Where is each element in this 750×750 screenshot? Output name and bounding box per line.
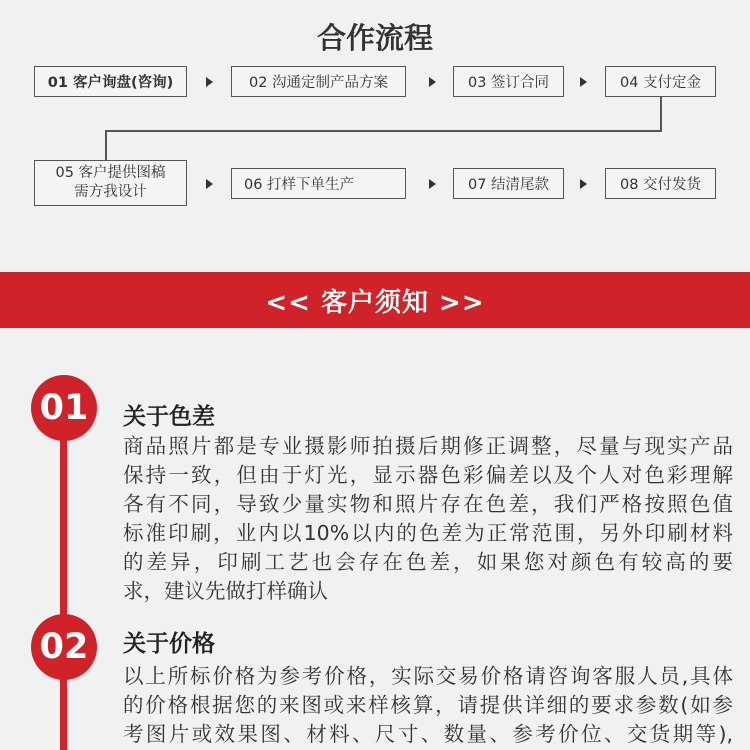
process-title: 合作流程 (316, 21, 433, 55)
notice-line: 以上所标价格为参考价格，实际交易价格请咨询客服人员,具体 (123, 664, 733, 688)
step-08: 08 交付发货 (605, 168, 716, 199)
step-04: 04 支付定金 (605, 66, 716, 97)
notice-line: 的差异，印刷工艺也会存在色差，如果您对颜色有较高的要 (123, 550, 733, 574)
arrow-right-icon (580, 179, 587, 189)
notice-number-badge: 01 (31, 375, 97, 441)
notice-line: 各有不同，导致少量实物和照片存在色差，我们严格按照色值 (123, 492, 733, 516)
arrow-right-icon (206, 179, 213, 189)
notice-number-badge: 02 (31, 614, 97, 680)
arrow-right-icon (580, 77, 587, 87)
connector-line (105, 130, 107, 160)
notice-line: 求，建议先做打样确认 (123, 579, 328, 603)
arrow-right-icon (429, 77, 436, 87)
step-01: 01 客户询盘(咨询) (34, 66, 187, 97)
step-05 (34, 160, 187, 206)
step-07: 07 结清尾款 (453, 168, 564, 199)
customer-notice-banner: << 客户须知 >> (0, 272, 750, 328)
notice-body (123, 662, 733, 749)
step-05-sub: 需方我设计 (74, 184, 147, 200)
step-05-label: 05 客户提供图稿 (55, 165, 166, 181)
notice-line: 的价格根据您的来图或来样核算，请提供详细的要求参数(如参 (123, 693, 733, 717)
notice-body (123, 432, 733, 606)
connector-line (660, 97, 662, 131)
notice-line: 标准印刷，业内以10%以内的色差为正常范围，另外印刷材料 (123, 521, 733, 545)
connector-line (105, 130, 662, 132)
notice-line: 考图片或效果图、材料、尺寸、数量、参考价位、交货期等), (123, 722, 733, 746)
arrow-right-icon (429, 179, 436, 189)
step-02: 02 沟通定制产品方案 (231, 66, 406, 97)
notice-heading: 关于色差 (123, 404, 215, 430)
notice-line: 商品照片都是专业摄影师拍摄后期修正调整，尽量与现实产品 (123, 434, 733, 458)
arrow-right-icon (206, 77, 213, 87)
notice-heading: 关于价格 (123, 631, 215, 657)
notice-line: 保持一致，但由于灯光，显示器色彩偏差以及个人对色彩理解 (123, 463, 733, 487)
step-06: 06 打样下单生产 (231, 168, 406, 199)
step-03: 03 签订合同 (453, 66, 564, 97)
timeline-line (60, 420, 67, 750)
